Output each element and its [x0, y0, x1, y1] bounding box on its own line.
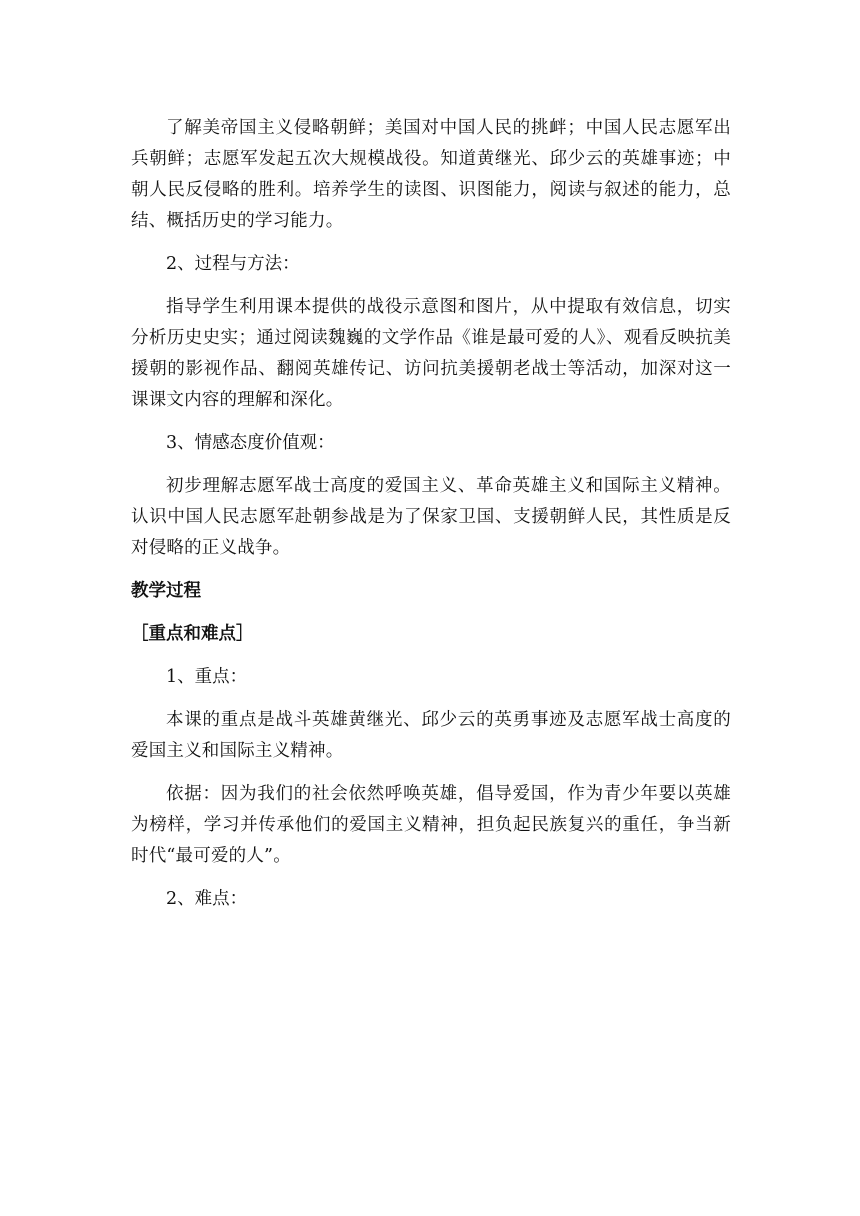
process-method-paragraph: 指导学生利用课本提供的战役示意图和图片，从中提取有效信息，切实分析历史史实；通过阅读魏巍的文学作品《谁是最可爱的人》、观看反映抗美援朝的影视作品、翻阅英雄传记、访问抗美援朝老战士等活动，加深对这一课课文内容的理解和深化。 [131, 297, 731, 410]
process-method-heading: 2、过程与方法： [166, 254, 300, 274]
basis-paragraph: 依据：因为我们的社会依然呼唤英雄，倡导爱国，作为青少年要以英雄为榜样，学习并传承他们的爱国主义精神，担负起民族复兴的重任，争当新时代“最可爱的人”。 [131, 784, 731, 866]
key-difficult-points-heading: ［重点和难点］ [131, 624, 254, 644]
difficult-point-heading: 2、难点： [166, 889, 248, 909]
teaching-process-heading: 教学过程 [131, 581, 201, 601]
goal-knowledge-paragraph: 了解美帝国主义侵略朝鲜；美国对中国人民的挑衅；中国人民志愿军出兵朝鲜；志愿军发起五次大规模战役。知道黄继光、邱少云的英雄事迹；中朝人民反侵略的胜利。培养学生的读图、识图能力，阅读与叙述的能力，总结、概括历史的学习能力。 [131, 118, 731, 231]
emotion-values-heading: 3、情感态度价值观： [166, 433, 335, 453]
emotion-values-paragraph: 初步理解志愿军战士高度的爱国主义、革命英雄主义和国际主义精神。认识中国人民志愿军赴朝参战是为了保家卫国、支援朝鲜人民，其性质是反对侵略的正义战争。 [131, 476, 731, 558]
key-point-heading: 1、重点： [166, 667, 248, 687]
document-page [131, 113, 731, 927]
key-point-paragraph: 本课的重点是战斗英雄黄继光、邱少云的英勇事迹及志愿军战士高度的爱国主义和国际主义精神。 [131, 710, 731, 761]
